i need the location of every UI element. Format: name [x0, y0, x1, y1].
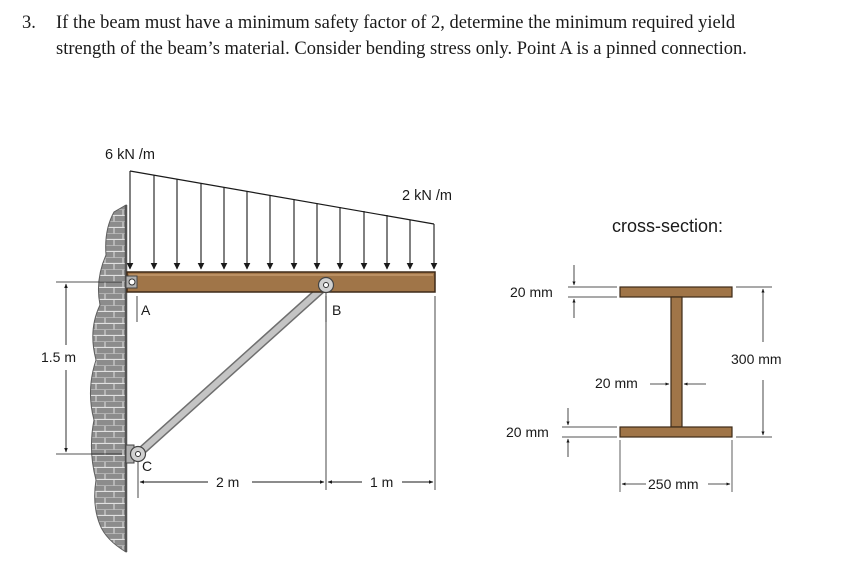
wall [90, 205, 126, 552]
i-beam-cross-section [620, 287, 732, 437]
cross-section-title: cross-section: [612, 216, 724, 236]
span1-dim-label: 2 m [216, 474, 240, 490]
point-a-label: A [141, 302, 151, 318]
top-flange-label: 20 mm [510, 284, 553, 300]
depth-label: 300 mm [731, 351, 782, 367]
load-left-label: 6 kN /m [105, 147, 155, 163]
web-label: 20 mm [595, 375, 638, 391]
point-b-label: B [332, 302, 342, 318]
pin-a [126, 276, 137, 288]
distributed-load [130, 171, 434, 269]
top-flange-dimension [568, 265, 617, 318]
point-c-label: C [142, 458, 153, 474]
problem-line-1: If the beam must have a minimum safety factor of 2, determine the minimum required yield [56, 13, 736, 33]
bottom-flange-label: 20 mm [506, 424, 549, 440]
height-dim-label: 1.5 m [41, 349, 77, 365]
width-label: 250 mm [648, 476, 699, 492]
problem-number: 3. [22, 13, 36, 33]
pin-b [319, 278, 334, 293]
problem-line-2: strength of the beam’s material. Consider bending stress only. Point A is a pinned connection. [56, 39, 747, 59]
span2-dim-label: 1 m [370, 474, 394, 490]
bottom-flange-dimension [562, 408, 617, 457]
load-right-label: 2 kN /m [402, 188, 452, 204]
